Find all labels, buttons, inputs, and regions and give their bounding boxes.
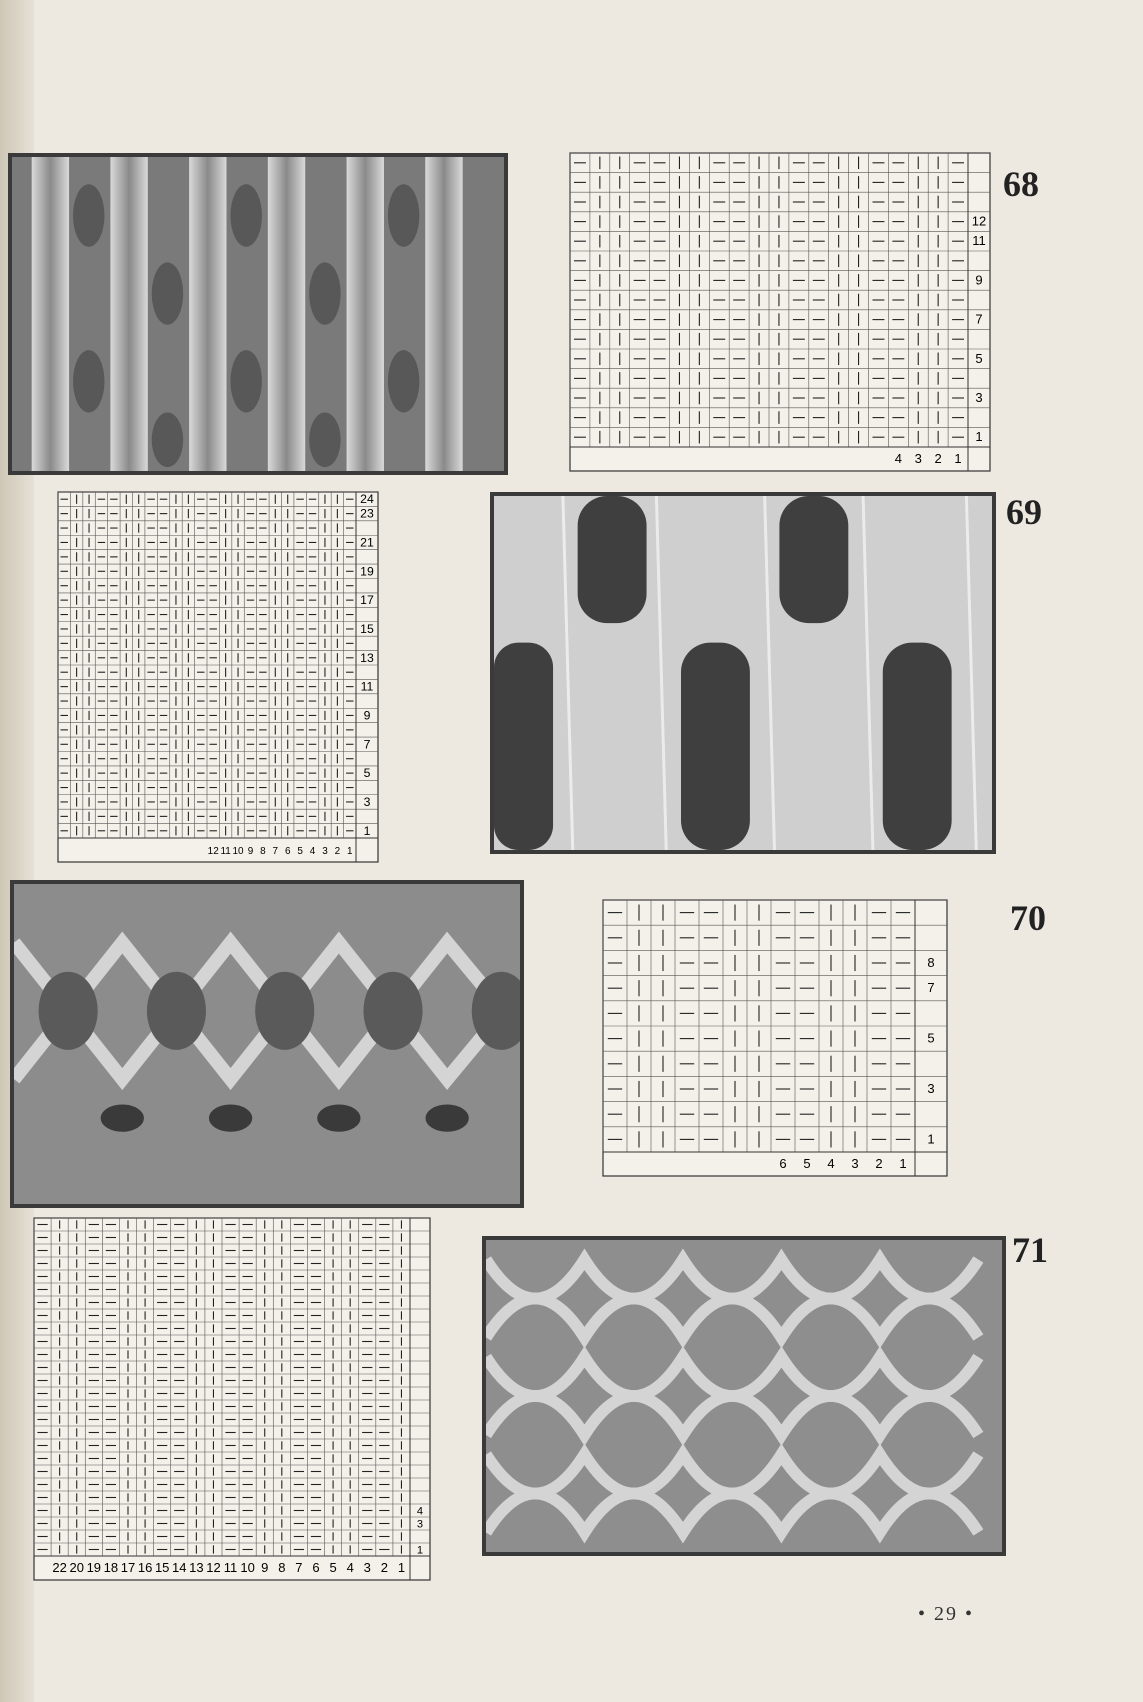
column-number: 2 (934, 451, 942, 466)
column-number: 8 (278, 1560, 286, 1575)
row-number: 3 (975, 390, 983, 405)
column-number: 4 (894, 451, 902, 466)
column-number: 2 (334, 846, 341, 857)
row-number: 5 (363, 766, 371, 781)
column-number: 19 (86, 1560, 102, 1575)
column-number: 18 (103, 1560, 119, 1575)
column-number: 3 (914, 451, 922, 466)
row-number: 1 (363, 823, 371, 838)
row-number: 12 (971, 213, 987, 229)
row-number: 3 (416, 1518, 424, 1531)
column-number: 3 (322, 846, 328, 857)
column-number: 9 (247, 846, 254, 857)
row-number: 21 (360, 535, 374, 550)
pattern-69-number: 69 (1006, 492, 1042, 532)
row-number: 23 (360, 506, 374, 521)
column-number: 10 (240, 1560, 255, 1575)
pattern-71-number: 71 (1012, 1230, 1048, 1270)
column-number: 14 (172, 1560, 187, 1575)
column-number: 10 (232, 846, 244, 857)
column-number: 5 (803, 1156, 811, 1171)
row-number: 3 (927, 1081, 935, 1096)
row-number: 9 (363, 708, 371, 723)
column-number: 22 (52, 1560, 67, 1575)
column-number: 12 (206, 1560, 221, 1575)
row-number: 7 (927, 980, 935, 996)
row-number: 7 (363, 737, 371, 752)
page-number-footer: • 29 • (918, 1603, 975, 1625)
row-number: 24 (360, 492, 374, 507)
column-number: 6 (312, 1560, 320, 1575)
pattern-70-photo (10, 880, 524, 1208)
column-number: 16 (137, 1560, 153, 1575)
row-number: 5 (927, 1030, 935, 1046)
column-number: 11 (220, 846, 231, 857)
column-number: 5 (297, 846, 303, 857)
row-number: 19 (360, 564, 374, 579)
pattern-70-number: 70 (1010, 898, 1046, 938)
pattern-68-chart (570, 153, 990, 471)
row-number: 9 (975, 272, 983, 288)
row-number: 15 (360, 621, 374, 636)
column-number: 4 (309, 846, 316, 857)
pattern-68-photo (8, 153, 508, 475)
column-number: 9 (261, 1560, 269, 1575)
column-number: 7 (295, 1560, 303, 1575)
column-number: 7 (272, 846, 279, 857)
row-number: 1 (975, 429, 983, 445)
column-number: 3 (851, 1156, 859, 1171)
row-number: 1 (927, 1131, 935, 1147)
column-number: 1 (397, 1560, 406, 1575)
pattern-69-chart (58, 492, 378, 862)
column-number: 11 (223, 1560, 238, 1575)
page-number: 29 (934, 1603, 959, 1625)
pattern-69-photo (490, 492, 996, 854)
column-number: 13 (189, 1560, 204, 1575)
column-number: 17 (120, 1560, 136, 1575)
column-number: 8 (260, 846, 266, 857)
row-number: 7 (975, 311, 983, 327)
column-number: 5 (329, 1560, 337, 1575)
pattern-71-chart (34, 1218, 430, 1580)
row-number: 3 (363, 794, 371, 809)
row-number: 17 (360, 593, 374, 608)
row-number: 11 (972, 233, 986, 249)
row-number: 8 (927, 955, 935, 970)
column-number: 6 (284, 846, 291, 857)
chart-grid-svg (34, 1218, 430, 1580)
row-number: 11 (360, 679, 374, 694)
row-number: 5 (975, 350, 983, 366)
column-number: 2 (380, 1560, 388, 1575)
column-number: 4 (827, 1156, 835, 1171)
column-number: 6 (779, 1156, 787, 1171)
row-number: 4 (416, 1505, 424, 1518)
column-number: 2 (875, 1156, 883, 1171)
column-number: 15 (154, 1560, 170, 1575)
column-number: 1 (899, 1156, 907, 1171)
pattern-71-photo (482, 1236, 1006, 1556)
chart-grid-svg (58, 492, 378, 862)
row-number: 1 (416, 1544, 424, 1557)
column-number: 4 (346, 1560, 354, 1575)
column-number: 1 (347, 846, 353, 857)
chart-grid-svg (603, 900, 947, 1176)
pattern-70-chart (603, 900, 947, 1176)
column-number: 3 (363, 1560, 371, 1575)
row-number: 13 (360, 650, 374, 665)
chart-grid-svg (570, 153, 990, 471)
column-number: 1 (954, 451, 962, 466)
column-number: 20 (69, 1560, 84, 1575)
pattern-68-number: 68 (1003, 164, 1039, 204)
column-number: 12 (207, 846, 219, 857)
